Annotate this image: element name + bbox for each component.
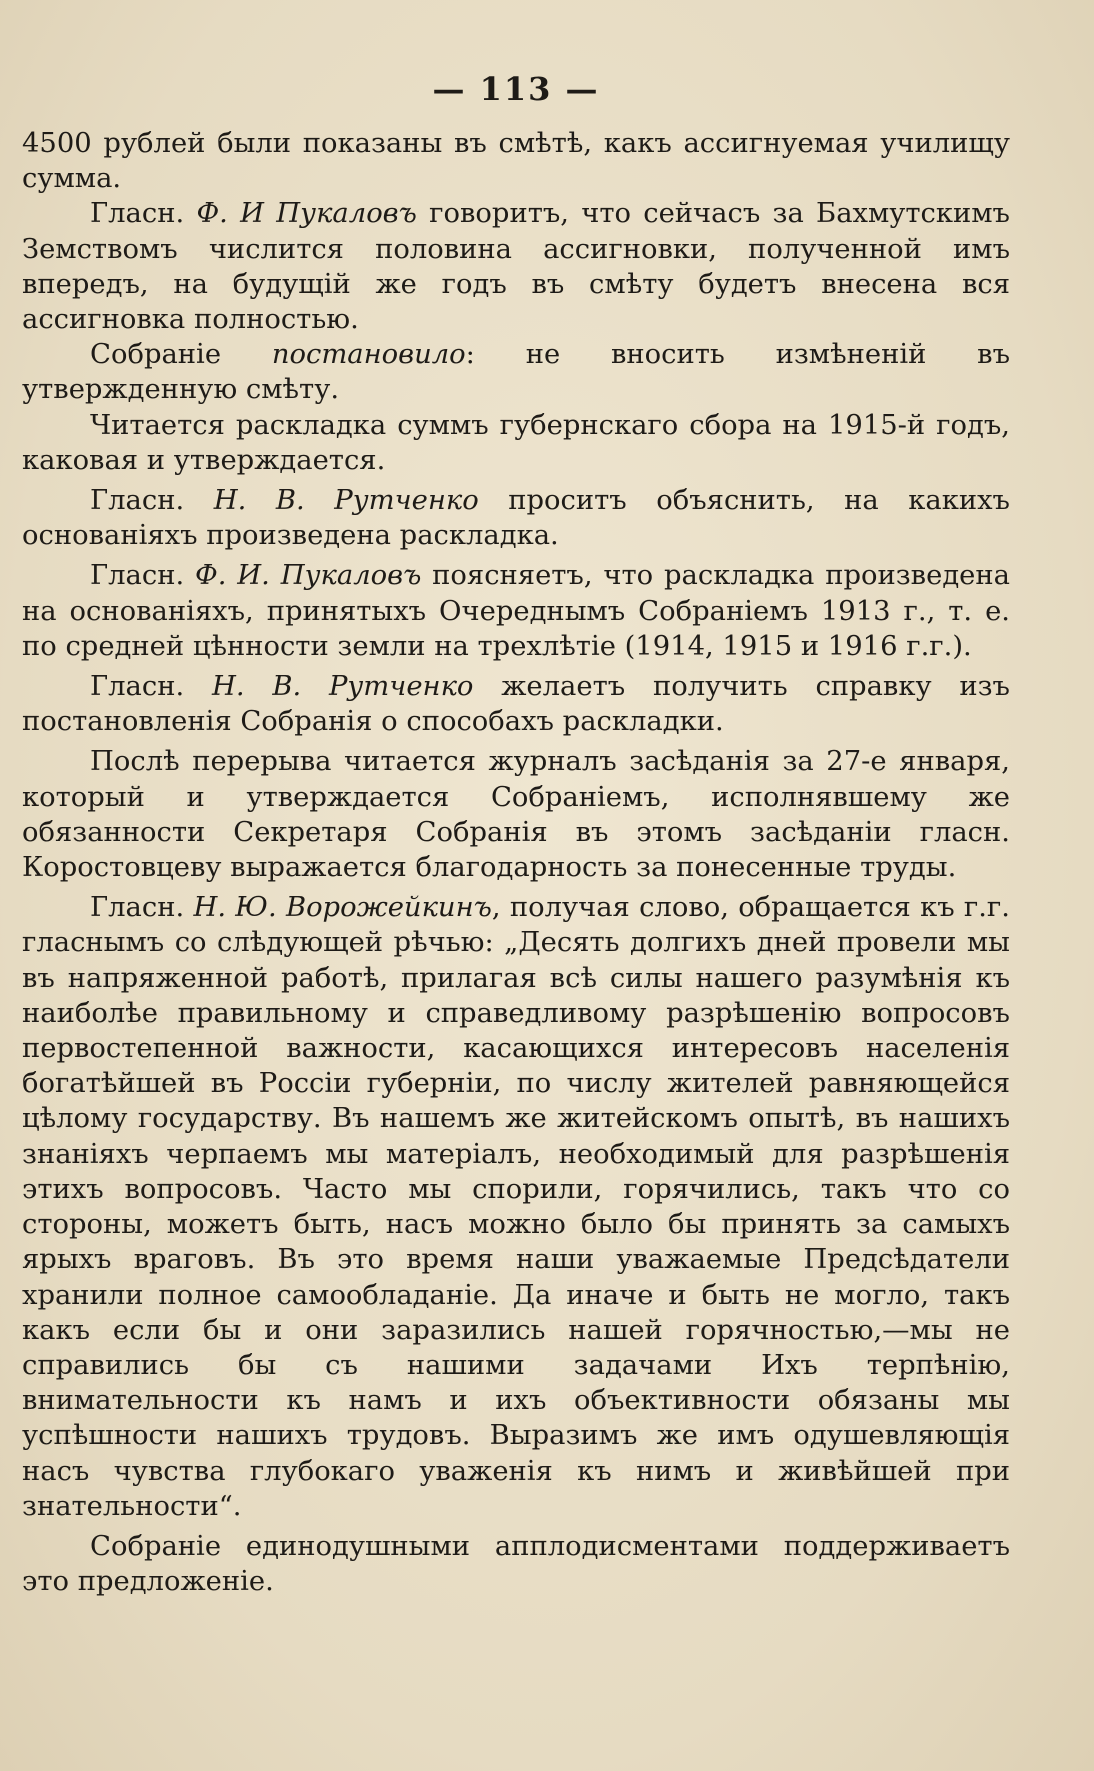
paragraph-vorozheikin-speech [22, 890, 1010, 1524]
speaker-prefix: Гласн. [90, 892, 194, 924]
paragraph-text: проситъ объяснить, на какихъ основаніяхъ произведена раскладка. [22, 485, 1010, 552]
resolution-prefix: Собраніе [90, 339, 272, 371]
paragraph-reading [22, 408, 1010, 478]
page-number: — 113 — [432, 70, 600, 108]
speaker-name: Н. В. Рутченко [211, 671, 474, 703]
paragraph-text: Читается раскладка суммъ губернскаго сбора на 1915-й годъ, каковая и утверждается. [22, 409, 1010, 476]
paragraph-resolution [22, 337, 1010, 407]
speaker-prefix: Гласн. [90, 485, 214, 517]
paragraph-continuation [22, 126, 1010, 196]
speaker-name: Н. В. Рутченко [213, 485, 479, 517]
paragraph-text: : не вносить измѣненій въ утвержденную смѣту. [22, 339, 1010, 406]
paragraph-rutchenko-1 [22, 483, 1010, 553]
speaker-prefix: Гласн. [90, 671, 212, 703]
paragraph-text: поясняетъ, что раскладка произведена на основаніяхъ, принятыхъ Очереднымъ Собраніемъ 1913 г., т. е. по средней цѣнности земли на трехлѣтіе (1914, 1915 и 1916 г.г.). [22, 560, 1010, 662]
paragraph-journal [22, 744, 1010, 885]
resolution-word: постановило [271, 339, 466, 371]
paragraph-applause [22, 1529, 1010, 1599]
paragraph-pukalov-1 [22, 196, 1010, 337]
paragraph-rutchenko-2 [22, 669, 1010, 739]
paragraph-text: , получая слово, обращается къ г.г. гласнымъ со слѣдующей рѣчью: „Десять долгихъ дней провели мы въ напряженной работѣ, прилагая всѣ силы нашего разумѣнія къ наиболѣе правильному и справедливому разрѣшенію вопросовъ первостепенной важности, касающихся интересовъ населенія богатѣйшей въ Россіи губерніи, по числу жителей равняющейся цѣлому государству. Въ нашемъ же житейскомъ опытѣ, въ нашихъ знаніяхъ черпаемъ мы матеріалъ, необходимый для разрѣшенія этихъ вопросовъ. Часто мы спорили, горячились, такъ что со стороны, можетъ быть, насъ можно было бы принять за самыхъ ярыхъ враговъ. Въ это время наши уважаемые Предсѣдатели хранили полное самообладаніе. Да иначе и быть не могло, такъ какъ если бы и они заразились нашей горячностью,—мы не справились бы съ нашими задачами Ихъ терпѣнію, внимательности къ намъ и ихъ объективности обязаны мы успѣшности нашихъ трудовъ. Выразимъ же имъ одушевляющія насъ чувства глубокаго уваженія къ нимъ и живѣйшей при знательности“. [22, 892, 1010, 1522]
speaker-name: Н. Ю. Ворожейкинъ [193, 892, 492, 924]
paragraph-text: желаетъ получить справку изъ постановленія Собранія о способахъ раскладки. [22, 671, 1010, 738]
paragraph-text: Послѣ перерыва читается журналъ засѣданія за 27-е января, который и утверждается Собраніемъ, исполнявшему же обязанности Секретаря Собранія въ этомъ засѣданіи гласн. Коростовцеву выражается благодарность за понесенные труды. [22, 746, 1010, 884]
speaker-name: Ф. И Пукаловъ [196, 198, 417, 230]
paragraph-text: говоритъ, что сейчасъ за Бахмутскимъ Земствомъ числится половина ассигновки, полученной имъ впередъ, на будущій же годъ въ смѣту будетъ внесена вся ассигновка полностью. [22, 198, 1010, 336]
speaker-prefix: Гласн. [90, 198, 197, 230]
speaker-name: Ф. И. Пукаловъ [195, 560, 422, 592]
paragraph-text: Собраніе единодушными апплодисментами поддерживаетъ это предложеніе. [22, 1530, 1010, 1598]
paragraph-pukalov-2 [22, 558, 1010, 664]
paragraph-text: 4500 рублей были показаны въ смѣтѣ, какъ ассигнуемая училищу сумма. [22, 128, 1010, 195]
speaker-prefix: Гласн. [90, 560, 196, 592]
